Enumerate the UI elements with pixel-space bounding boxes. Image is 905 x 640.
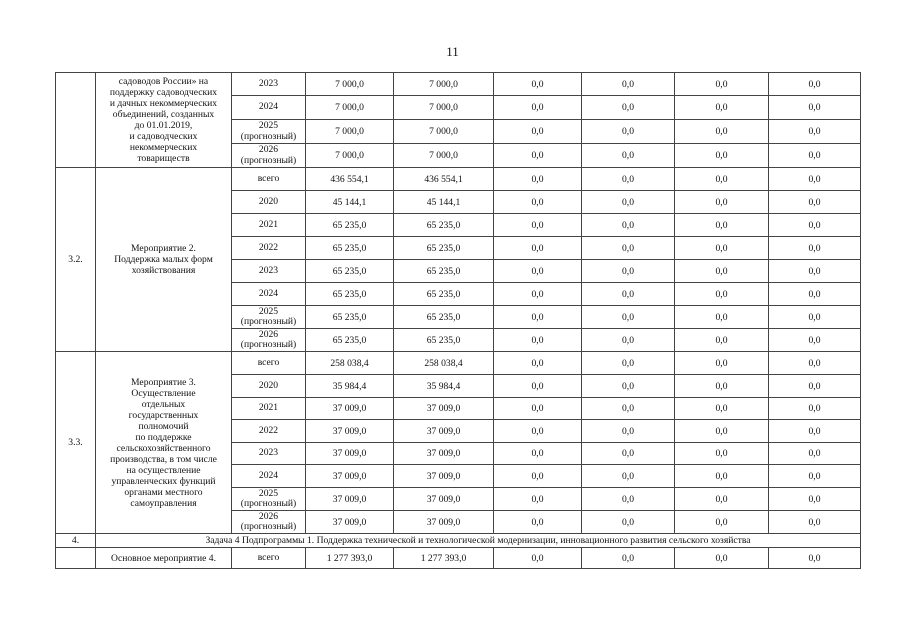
value-cell: 0,0 xyxy=(582,548,675,569)
value-cell: 0,0 xyxy=(494,120,582,144)
value-cell: 0,0 xyxy=(675,168,769,191)
value-cell: 0,0 xyxy=(675,96,769,120)
value-cell: 0,0 xyxy=(582,237,675,260)
year-cell: 2020 xyxy=(232,191,306,214)
name-line: государственных xyxy=(128,409,199,421)
value-cell: 0,0 xyxy=(769,260,861,283)
value-cell: 0,0 xyxy=(582,283,675,306)
table-row xyxy=(56,168,861,191)
value-cell: 65 235,0 xyxy=(394,214,494,237)
total-cell: 7 000,0 xyxy=(306,144,394,168)
value-cell: 37 009,0 xyxy=(394,465,494,488)
total-cell: 7 000,0 xyxy=(306,73,394,96)
row-number-cell xyxy=(56,73,96,168)
value-cell: 0,0 xyxy=(582,120,675,144)
value-cell: 0,0 xyxy=(582,306,675,329)
value-cell: 0,0 xyxy=(494,168,582,191)
value-cell: 0,0 xyxy=(769,329,861,352)
year-cell: 2022 xyxy=(232,237,306,260)
name-line: поддержку садоводческих xyxy=(109,87,218,98)
total-cell: 1 277 393,0 xyxy=(306,548,394,569)
value-cell: 0,0 xyxy=(494,511,582,534)
name-line: Мероприятие 3. xyxy=(131,376,196,388)
name-line: Основное мероприятие 4. xyxy=(111,552,216,564)
value-cell: 65 235,0 xyxy=(394,329,494,352)
value-cell: 0,0 xyxy=(675,283,769,306)
value-cell: 65 235,0 xyxy=(394,306,494,329)
name-line: до 01.01.2019, xyxy=(134,120,193,131)
value-cell: 0,0 xyxy=(675,144,769,168)
name-line: Поддержка малых форм xyxy=(114,254,213,265)
value-cell: 0,0 xyxy=(769,168,861,191)
value-cell: 0,0 xyxy=(675,511,769,534)
task-title-cell: Задача 4 Подпрограммы 1. Поддержка технической и технологической модернизации, инновационного развития сельского хозяйства xyxy=(96,534,861,548)
value-cell: 45 144,1 xyxy=(394,191,494,214)
value-cell: 0,0 xyxy=(494,214,582,237)
name-line: полномочий xyxy=(138,420,189,432)
value-cell: 0,0 xyxy=(494,144,582,168)
value-cell: 0,0 xyxy=(582,73,675,96)
value-cell: 0,0 xyxy=(675,375,769,398)
value-cell: 0,0 xyxy=(582,144,675,168)
value-cell: 0,0 xyxy=(769,511,861,534)
value-cell: 0,0 xyxy=(769,375,861,398)
name-line: хозяйствования xyxy=(131,265,196,276)
total-cell: 37 009,0 xyxy=(306,488,394,511)
year-cell: 2024 xyxy=(232,283,306,306)
total-cell: 258 038,4 xyxy=(306,352,394,375)
budget-table xyxy=(55,72,861,569)
value-cell: 0,0 xyxy=(769,548,861,569)
value-cell: 0,0 xyxy=(675,120,769,144)
value-cell: 65 235,0 xyxy=(394,260,494,283)
name-line: и садоводческих xyxy=(129,131,198,142)
total-cell: 65 235,0 xyxy=(306,260,394,283)
name-line: по поддержке xyxy=(135,431,192,443)
value-cell: 0,0 xyxy=(582,443,675,465)
year-cell: 2023 xyxy=(232,260,306,283)
row-number-cell: 3.2. xyxy=(56,168,96,352)
value-cell: 0,0 xyxy=(675,191,769,214)
year-cell: 2025 (прогнозный) xyxy=(232,306,306,329)
value-cell: 0,0 xyxy=(582,329,675,352)
value-cell: 0,0 xyxy=(494,443,582,465)
total-cell: 35 984,4 xyxy=(306,375,394,398)
value-cell: 0,0 xyxy=(675,260,769,283)
value-cell: 0,0 xyxy=(769,283,861,306)
value-cell: 258 038,4 xyxy=(394,352,494,375)
value-cell: 65 235,0 xyxy=(394,283,494,306)
value-cell: 0,0 xyxy=(769,73,861,96)
value-cell: 37 009,0 xyxy=(394,398,494,420)
measure-name-cell xyxy=(96,73,232,168)
value-cell: 0,0 xyxy=(769,214,861,237)
value-cell: 0,0 xyxy=(769,191,861,214)
value-cell: 436 554,1 xyxy=(394,168,494,191)
value-cell: 37 009,0 xyxy=(394,488,494,511)
total-cell: 37 009,0 xyxy=(306,443,394,465)
name-line: производства, в том числе xyxy=(110,453,217,465)
value-cell: 0,0 xyxy=(582,398,675,420)
value-cell: 0,0 xyxy=(494,375,582,398)
value-cell: 0,0 xyxy=(675,465,769,488)
value-cell: 0,0 xyxy=(675,420,769,443)
value-cell: 0,0 xyxy=(675,488,769,511)
value-cell: 7 000,0 xyxy=(394,73,494,96)
value-cell: 0,0 xyxy=(769,96,861,120)
total-cell: 436 554,1 xyxy=(306,168,394,191)
year-cell: 2026 (прогнозный) xyxy=(232,144,306,168)
row-number-cell: 3.3. xyxy=(56,352,96,534)
value-cell: 0,0 xyxy=(582,465,675,488)
page-number: 11 xyxy=(446,44,459,59)
total-cell: 7 000,0 xyxy=(306,96,394,120)
year-cell: 2022 xyxy=(232,420,306,443)
task-number-cell: 4. xyxy=(56,534,96,548)
year-cell: 2024 xyxy=(232,96,306,120)
year-cell: 2023 xyxy=(232,73,306,96)
value-cell: 0,0 xyxy=(675,306,769,329)
name-line: управленческих функций xyxy=(111,475,216,487)
value-cell: 0,0 xyxy=(582,260,675,283)
name-line: отдельных xyxy=(141,398,186,410)
name-line: Осуществление xyxy=(131,387,196,399)
total-cell: 37 009,0 xyxy=(306,398,394,420)
year-cell: 2025 (прогнозный) xyxy=(232,488,306,511)
year-cell: 2026 (прогнозный) xyxy=(232,511,306,534)
value-cell: 0,0 xyxy=(494,420,582,443)
year-cell: 2020 xyxy=(232,375,306,398)
table-row xyxy=(56,73,861,96)
value-cell: 0,0 xyxy=(582,168,675,191)
name-line: сельскохозяйственного xyxy=(116,442,211,454)
total-cell: 65 235,0 xyxy=(306,237,394,260)
value-cell: 0,0 xyxy=(494,398,582,420)
value-cell: 0,0 xyxy=(769,398,861,420)
total-cell: 65 235,0 xyxy=(306,214,394,237)
table-row xyxy=(56,352,861,375)
name-line: садоводов России» на xyxy=(118,76,209,87)
value-cell: 0,0 xyxy=(675,548,769,569)
value-cell: 0,0 xyxy=(494,283,582,306)
value-cell: 0,0 xyxy=(494,191,582,214)
total-cell: 37 009,0 xyxy=(306,465,394,488)
total-cell: 37 009,0 xyxy=(306,420,394,443)
total-cell: 65 235,0 xyxy=(306,329,394,352)
value-cell: 0,0 xyxy=(769,306,861,329)
total-cell: 45 144,1 xyxy=(306,191,394,214)
value-cell: 0,0 xyxy=(494,352,582,375)
total-cell: 65 235,0 xyxy=(306,306,394,329)
value-cell: 37 009,0 xyxy=(394,420,494,443)
value-cell: 0,0 xyxy=(582,96,675,120)
value-cell: 0,0 xyxy=(494,548,582,569)
value-cell: 0,0 xyxy=(675,237,769,260)
task-row xyxy=(56,534,861,548)
value-cell: 0,0 xyxy=(582,352,675,375)
year-cell: 2026 (прогнозный) xyxy=(232,329,306,352)
measure-name-cell xyxy=(96,548,232,569)
value-cell: 0,0 xyxy=(582,488,675,511)
name-line: объединений, созданных xyxy=(112,109,215,120)
value-cell: 0,0 xyxy=(494,488,582,511)
total-cell: 65 235,0 xyxy=(306,283,394,306)
name-line: товариществ xyxy=(137,153,190,164)
value-cell: 7 000,0 xyxy=(394,96,494,120)
value-cell: 0,0 xyxy=(675,73,769,96)
year-cell: всего xyxy=(232,352,306,375)
name-line: Мероприятие 2. xyxy=(131,243,196,254)
value-cell: 0,0 xyxy=(769,237,861,260)
value-cell: 0,0 xyxy=(494,465,582,488)
value-cell: 0,0 xyxy=(582,511,675,534)
value-cell: 0,0 xyxy=(582,214,675,237)
year-cell: 2021 xyxy=(232,214,306,237)
year-cell: всего xyxy=(232,168,306,191)
value-cell: 1 277 393,0 xyxy=(394,548,494,569)
value-cell: 0,0 xyxy=(494,73,582,96)
value-cell: 0,0 xyxy=(769,352,861,375)
table-row xyxy=(56,548,861,569)
value-cell: 0,0 xyxy=(769,120,861,144)
value-cell: 37 009,0 xyxy=(394,443,494,465)
measure-name-cell xyxy=(96,352,232,534)
year-cell: всего xyxy=(232,548,306,569)
value-cell: 0,0 xyxy=(675,214,769,237)
year-cell: 2024 xyxy=(232,465,306,488)
value-cell: 0,0 xyxy=(494,260,582,283)
value-cell: 0,0 xyxy=(582,191,675,214)
value-cell: 0,0 xyxy=(675,443,769,465)
value-cell: 0,0 xyxy=(494,306,582,329)
value-cell: 0,0 xyxy=(769,420,861,443)
value-cell: 0,0 xyxy=(582,375,675,398)
value-cell: 37 009,0 xyxy=(394,511,494,534)
value-cell: 0,0 xyxy=(675,398,769,420)
year-cell: 2023 xyxy=(232,443,306,465)
total-cell: 37 009,0 xyxy=(306,511,394,534)
value-cell: 0,0 xyxy=(769,144,861,168)
value-cell: 0,0 xyxy=(675,352,769,375)
year-cell: 2025 (прогнозный) xyxy=(232,120,306,144)
name-line: и дачных некоммерческих xyxy=(109,98,218,109)
value-cell: 0,0 xyxy=(769,443,861,465)
row-number-cell xyxy=(56,548,96,569)
value-cell: 0,0 xyxy=(769,465,861,488)
measure-name-cell xyxy=(96,168,232,352)
value-cell: 0,0 xyxy=(494,329,582,352)
value-cell: 35 984,4 xyxy=(394,375,494,398)
value-cell: 0,0 xyxy=(582,420,675,443)
value-cell: 0,0 xyxy=(494,96,582,120)
name-line: некоммерческих xyxy=(129,142,198,153)
value-cell: 0,0 xyxy=(769,488,861,511)
value-cell: 0,0 xyxy=(675,329,769,352)
name-line: самоуправления xyxy=(130,497,197,509)
value-cell: 7 000,0 xyxy=(394,120,494,144)
value-cell: 65 235,0 xyxy=(394,237,494,260)
year-cell: 2021 xyxy=(232,398,306,420)
name-line: органами местного xyxy=(124,486,203,498)
name-line: на осуществление xyxy=(126,464,201,476)
value-cell: 7 000,0 xyxy=(394,144,494,168)
total-cell: 7 000,0 xyxy=(306,120,394,144)
value-cell: 0,0 xyxy=(494,237,582,260)
